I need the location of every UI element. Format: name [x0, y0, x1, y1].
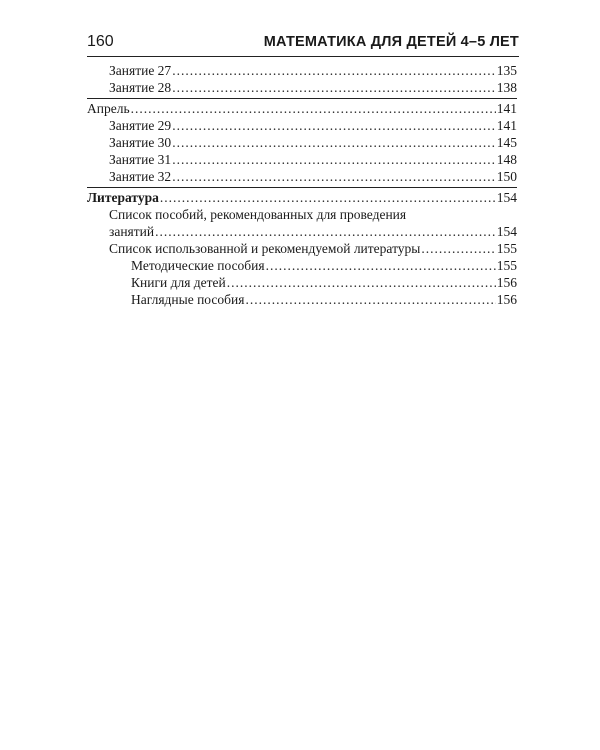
toc-entry-page: 154: [496, 190, 517, 205]
toc-entry-zanyatie-32[interactable]: [87, 168, 517, 185]
dot-leader: [172, 168, 496, 185]
toc-entry-page: 138: [496, 80, 517, 95]
toc-entry-spisok-posobiy[interactable]: [87, 223, 517, 240]
toc-entry-title: Список пособий, рекомендованных для проведения: [109, 207, 407, 222]
toc-entry-page: 156: [496, 275, 517, 290]
toc-entry-title: Занятие 31: [109, 152, 172, 167]
toc-entry-title: Апрель: [87, 101, 130, 116]
toc-entry-zanyatie-27[interactable]: [87, 62, 517, 79]
dot-leader: [131, 100, 496, 117]
toc-entry-metodicheskie[interactable]: [87, 257, 517, 274]
dot-leader: [172, 117, 496, 134]
toc-entry-page: 155: [496, 258, 517, 273]
toc-entry-title: Занятие 29: [109, 118, 172, 133]
toc-entry-page: 155: [496, 241, 517, 256]
dot-leader: [227, 274, 496, 291]
dot-leader: [172, 62, 496, 79]
toc-entry-zanyatie-29[interactable]: [87, 117, 517, 134]
toc-entry-title: Литература: [87, 190, 159, 205]
dot-leader: [266, 257, 496, 274]
toc-entry-zanyatie-30[interactable]: [87, 134, 517, 151]
toc-entry-page: 145: [496, 135, 517, 150]
toc-entry-page: 141: [496, 118, 517, 133]
dot-leader: [172, 134, 496, 151]
toc-entry-page: 141: [496, 101, 517, 116]
toc-entry-april[interactable]: [87, 98, 517, 117]
toc-entry-page: 135: [496, 63, 517, 78]
dot-leader: [172, 151, 496, 168]
toc-entry-page: 154: [496, 224, 517, 239]
dot-leader: [245, 291, 495, 308]
toc-entry-title: Наглядные пособия: [131, 292, 245, 307]
toc-entry-title: Занятие 32: [109, 169, 172, 184]
toc-entry-page: 150: [496, 169, 517, 184]
toc-entry-page: 148: [496, 152, 517, 167]
toc-entry-title: Список использованной и рекомендуемой литературы: [109, 241, 421, 256]
dot-leader: [421, 240, 495, 257]
toc-entry-title: Методические пособия: [131, 258, 265, 273]
toc-entry-literatura[interactable]: [87, 187, 517, 206]
toc-entry-zanyatie-28[interactable]: [87, 79, 517, 96]
toc-entry-title: Занятие 30: [109, 135, 172, 150]
page-header: [87, 32, 519, 57]
table-of-contents: [87, 62, 517, 308]
page-number: 160: [87, 33, 114, 50]
toc-entry-knigi[interactable]: [87, 274, 517, 291]
running-title: МАТЕМАТИКА ДЛЯ ДЕТЕЙ 4–5 ЛЕТ: [263, 34, 519, 50]
dot-leader: [155, 223, 496, 240]
toc-entry-title: занятий: [109, 224, 155, 239]
toc-entry-title: Книги для детей: [131, 275, 226, 290]
toc-entry-title: Занятие 27: [109, 63, 172, 78]
dot-leader: [160, 189, 496, 206]
toc-entry-title: Занятие 28: [109, 80, 172, 95]
toc-entry-spisok-posobiy-line1[interactable]: [87, 206, 517, 223]
toc-entry-naglyadnye[interactable]: [87, 291, 517, 308]
dot-leader: [172, 79, 496, 96]
toc-entry-spisok-literatury[interactable]: [87, 240, 517, 257]
toc-entry-zanyatie-31[interactable]: [87, 151, 517, 168]
toc-entry-page: 156: [496, 292, 517, 307]
